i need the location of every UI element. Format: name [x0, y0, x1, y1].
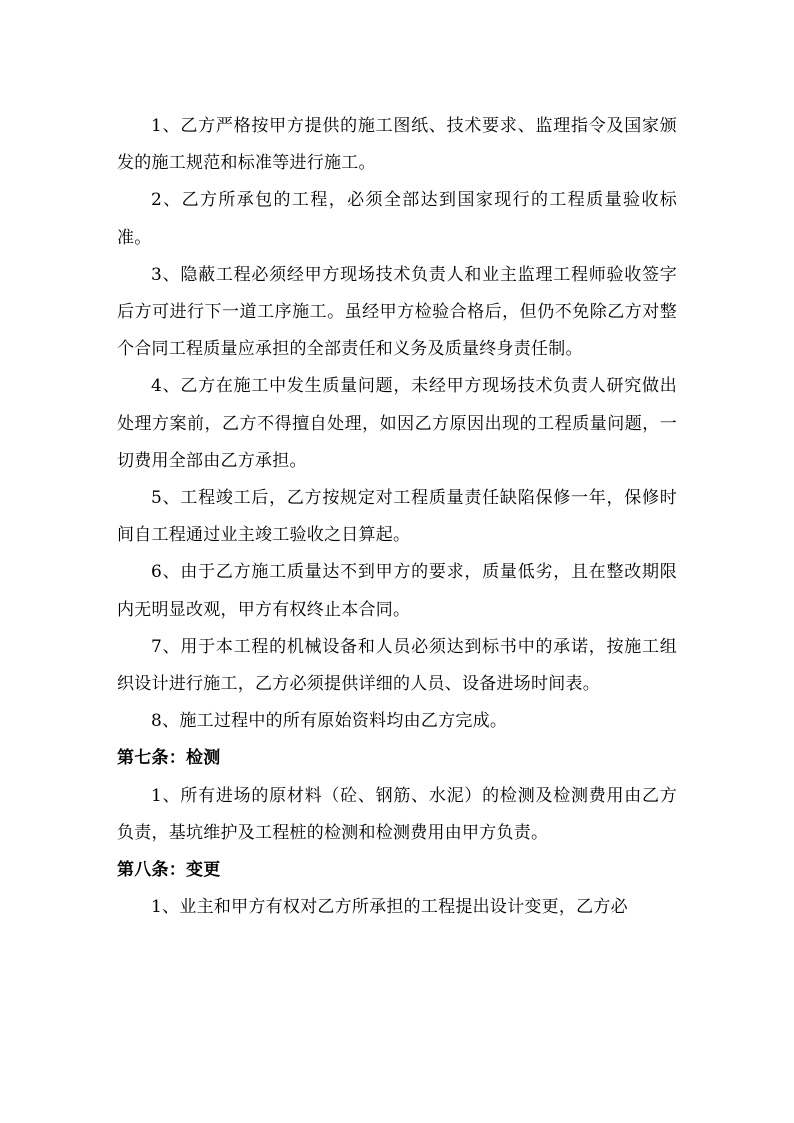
clause-quality-5: 5、工程竣工后，乙方按规定对工程质量责任缺陷保修一年，保修时间自工程通过业主竣工验收之日算起。 [117, 488, 677, 546]
document-page [117, 108, 677, 926]
section-heading-changes: 第八条：变更 [117, 860, 221, 881]
clause-quality-4: 4、乙方在施工中发生质量问题，未经甲方现场技术负责人研究做出处理方案前，乙方不得擅自处理，如因乙方原因出现的工程质量问题，一切费用全部由乙方承担。 [117, 376, 677, 471]
clause-quality-7: 7、用于本工程的机械设备和人员必须达到标书中的承诺，按施工组织设计进行施工，乙方必须提供详细的人员、设备进场时间表。 [117, 636, 677, 695]
section-heading-testing: 第七条：检测 [117, 748, 221, 769]
clause-quality-6: 6、由于乙方施工质量达不到甲方的要求，质量低劣，且在整改期限内无明显改观，甲方有权终止本合同。 [117, 562, 677, 620]
clause-quality-3: 3、隐蔽工程必须经甲方现场技术负责人和业主监理工程师验收签字后方可进行下一道工序施工。虽经甲方检验合格后，但仍不免除乙方对整个合同工程质量应承担的全部责任和义务及质量终身责任制。 [117, 264, 677, 360]
clause-quality-1: 1、乙方严格按甲方提供的施工图纸、技术要求、监理指令及国家颁发的施工规范和标准等进行施工。 [117, 116, 677, 174]
clause-testing-1: 1、所有进场的原材料（砼、钢筋、水泥）的检测及检测费用由乙方负责，基坑维护及工程桩的检测和检测费用由甲方负责。 [117, 785, 677, 843]
clause-quality-8: 8、施工过程中的所有原始资料均由乙方完成。 [151, 711, 508, 732]
clause-quality-2: 2、乙方所承包的工程，必须全部达到国家现行的工程质量验收标准。 [117, 190, 677, 248]
clause-changes-1: 1、业主和甲方有权对乙方所承担的工程提出设计变更，乙方必 [151, 897, 628, 918]
